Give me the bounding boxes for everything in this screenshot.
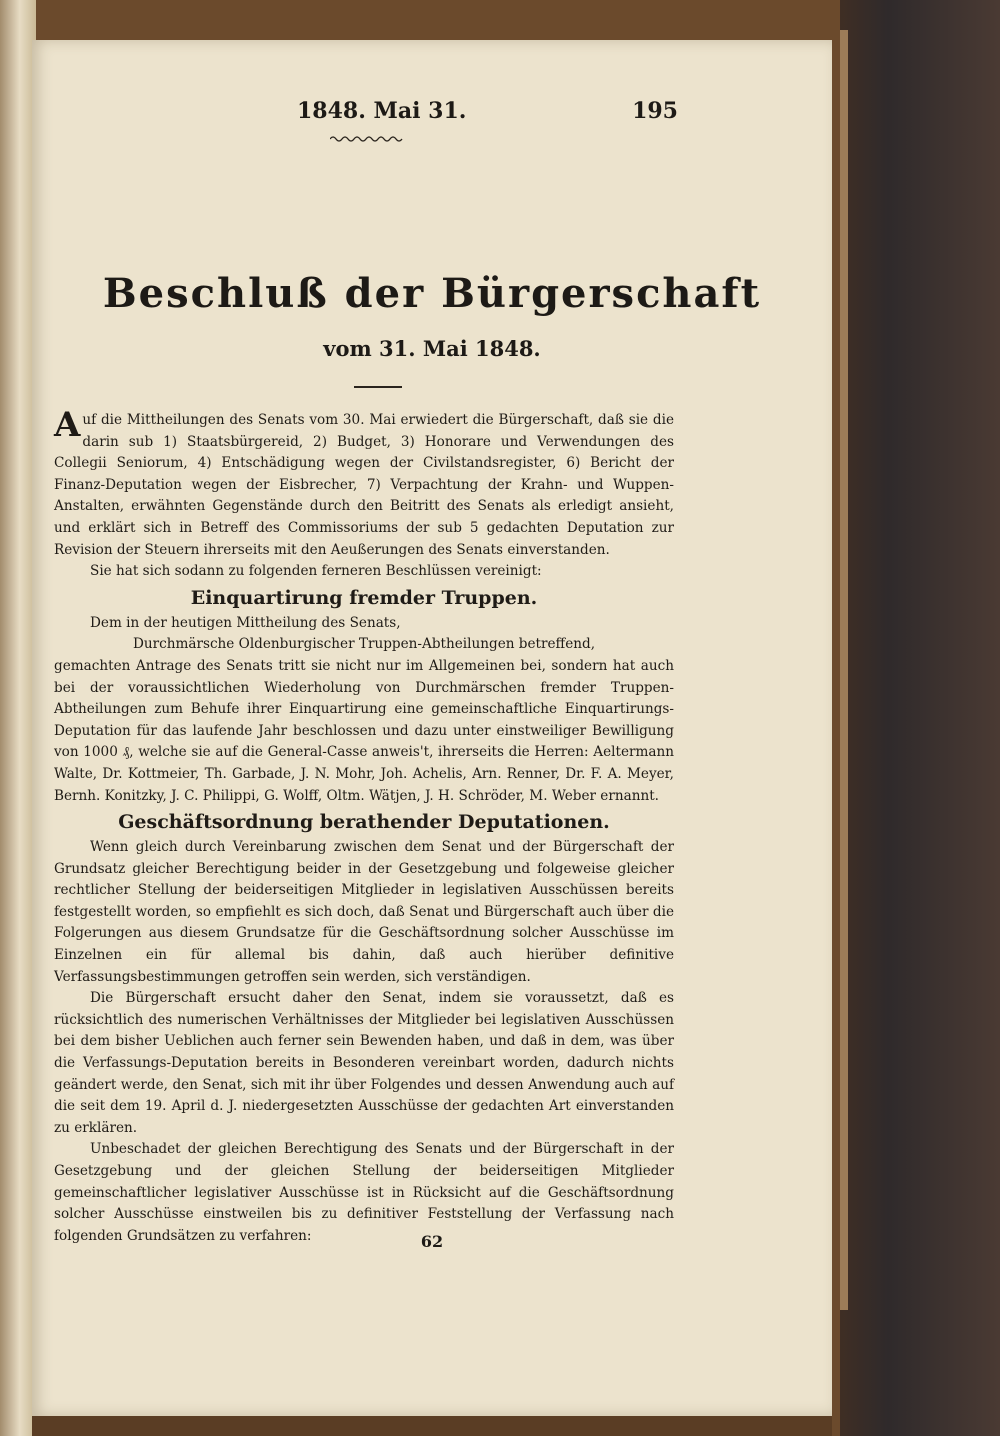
facing-page-edge [0, 0, 36, 1436]
section1-body: gemachten Antrage des Senats tritt sie nicht nur im Allgemeinen bei, sondern hat auch bei der voraussichtlichen Wiederholung von Durchmärschen fremder Truppen-Abtheilungen zum Behufe ihrer Einquartirung eine gemeinschaftliche Einquartirungs-Deputation für das laufende Jahr beschlossen und dazu unter einstweiliger Bewilligung von 1000 ₰, welche sie auf die General-Casse anweis't, ihrerseits die Herren: Aeltermann Walte, Dr. Kottmeier, Th. Garbade, J. N. Mohr, Joh. Achelis, Arn. Renner, Dr. F. A. Meyer, Bernh. Konitzky, J. C. Philippi, G. Wolff, Oltm. Wätjen, J. H. Schröder, M. Weber ernannt. [54, 657, 674, 804]
book-page [32, 40, 832, 1416]
section2-paragraph-3: Unbeschadet der gleichen Berechtigung des Senats und der Bürgerschaft in der Gesetzgebung und der gleichen Stellung der beiderseitigen Mitglieder gemeinschaftlicher legislativer Ausschüsse ist in Rücksicht auf die Geschäftsordnung solcher Ausschüsse einstweilen bis zu definitiver Feststellung der Verfassung nach folgenden Grundsätzen zu verfahren: [54, 1141, 674, 1244]
section-heading-geschaeftsordnung: Geschäftsordnung berathender Deputationen. [118, 811, 610, 834]
running-head [32, 98, 832, 128]
page-number: 195 [632, 98, 678, 124]
page-bottom-shadow [32, 1416, 832, 1436]
page-stack-edge [840, 30, 848, 1310]
section1-line1: Dem in der heutigen Mittheilung des Senats, [90, 614, 401, 631]
section2-paragraph-2: Die Bürgerschaft ersucht daher den Senat, indem sie voraussetzt, daß es rücksichtlich des numerischen Verhältnisses der Mitglieder bei legislativen Ausschüssen bei dem bisher Ueblichen auch ferner sein Bewenden haben, und daß in dem, was über die Verfassungs-Deputation bereits in Besonderen vereinbart worden, dadurch nichts geändert werde, den Senat, sich mit ihr über Folgendes und dessen Anwendung auch auf die seit dem 19. April d. J. niedergesetzten Ausschüsse der gedachten Art einverstanden zu erklären. [54, 990, 674, 1136]
page-title: Beschluß der Bürgerschaft [102, 270, 762, 317]
signature-mark: 62 [420, 1232, 444, 1251]
running-head-date: 1848. Mai 31. [297, 98, 467, 124]
ornament-squiggle [330, 134, 404, 144]
section-heading-einquartirung: Einquartirung fremder Truppen. [190, 586, 538, 609]
body-text [54, 405, 674, 1247]
section1-line2: Durchmärsche Oldenburgischer Truppen-Abtheilungen betreffend, [132, 636, 596, 653]
section2-paragraph-1: Wenn gleich durch Vereinbarung zwischen dem Senat und der Bürgerschaft der Grundsatz gleicher Berechtigung beider in der Gesetzgebung und folgeweise gleicher rechtlicher Stellung der beiderseitigen Mitglieder in legislativen Ausschüssen bereits festgestellt worden, so empfiehlt es sich doch, daß Senat und Bürgerschaft auch über die Folgerungen aus diesem Grundsatze für die Geschäftsordnung solcher Ausschüsse im Einzelnen ein für allemal bis dahin, daß auch hierüber definitive Verfassungsbestimmungen getroffen sein werden, sich verständigen. [54, 839, 674, 985]
intro-paragraph: Auf die Mittheilungen des Senats vom 30. Mai erwiedert die Bürgerschaft, daß sie die darin sub 1) Staatsbürgereid, 2) Budget, 3) Honorare und Verwendungen des Collegii Seniorum, 4) Entschädigung wegen der Civilstandsregister, 6) Bericht der Finanz-Deputation wegen der Eisbrecher, 7) Verpachtung der Krahn- und Wuppen-Anstalten, erwähnten Gegenstände durch den Beitritt des Senats als erledigt ansieht, und erklärt sich in Betreff des Commissoriums der sub 5 gedachten Deputation zur Revision der Steuern ihrerseits mit den Aeußerungen des Senats einverstanden. [54, 405, 674, 558]
divider-rule [354, 386, 402, 388]
book-cover [840, 0, 1000, 1436]
page-subtitle: vom 31. Mai 1848. [323, 336, 541, 361]
resolution-lead: Sie hat sich sodann zu folgenden ferneren Beschlüssen vereinigt: [90, 563, 542, 580]
